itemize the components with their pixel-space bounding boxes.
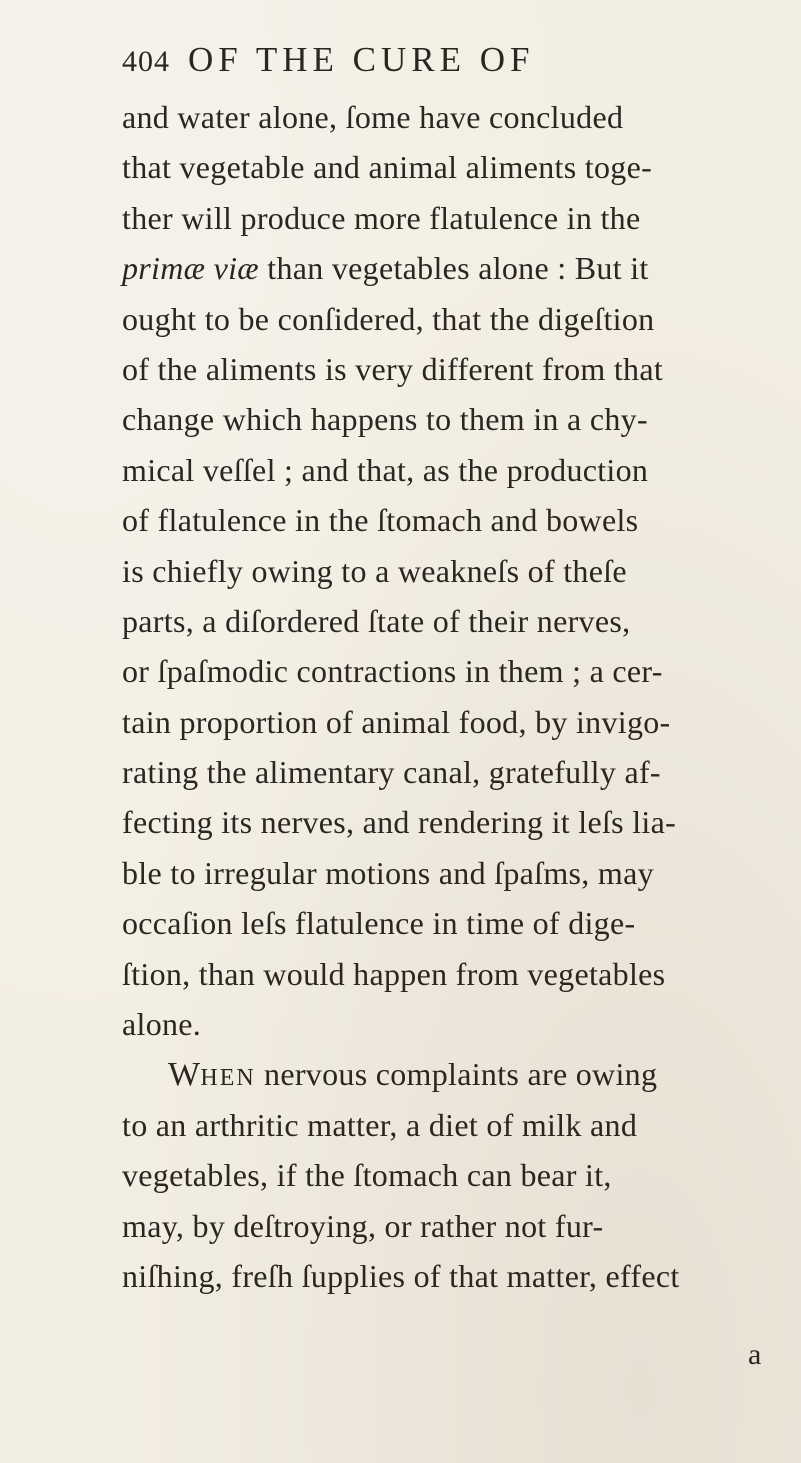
text-line: ſtion, than would happen from vegetables [122, 955, 666, 992]
text-line: vegetables, if the ſtomach can bear it, [122, 1157, 612, 1194]
text-line: rating the alimentary canal, gratefully af- [122, 754, 661, 791]
page-header [122, 40, 534, 90]
text-line: mical veſſel ; and that, as the production [122, 451, 649, 488]
text-line: or ſpaſmodic contractions in them ; a cer- [122, 653, 663, 690]
catchword: a [748, 1338, 762, 1371]
text-line: ought to be conſidered, that the digeſtion [122, 300, 655, 337]
text-line: of the aliments is very different from that [122, 350, 664, 387]
text-line: tain proportion of animal food, by invigo- [122, 703, 671, 740]
italic-phrase: primæ viæ [122, 250, 259, 287]
page-number: 404 [122, 45, 170, 78]
text-line-rest: than vegetables alone : But it [267, 250, 649, 287]
text-line: ther will produce more flatulence in the [122, 199, 641, 236]
text-line: alone. [122, 1006, 202, 1043]
text-line: occaſion leſs flatulence in time of dige- [122, 905, 636, 942]
text-line-rest: nervous complaints are owing [264, 1056, 658, 1093]
text-line: that vegetable and animal aliments toge- [122, 149, 653, 186]
text-line: is chiefly owing to a weakneſs of theſe [122, 552, 627, 589]
text-line: and water alone, ſome have concluded [122, 99, 624, 135]
text-line [122, 243, 801, 293]
text-line: may, by deſtroying, or rather not fur- [122, 1207, 604, 1244]
paragraph-lead-smallcaps: HEN [200, 1065, 256, 1092]
body-text [122, 92, 801, 1301]
text-line: niſhing, freſh ſupplies of that matter, effect [122, 1257, 680, 1294]
running-head: OF THE CURE OF [188, 40, 535, 79]
paragraph-initial: W [168, 1056, 201, 1094]
text-line: ble to irregular motions and ſpaſms, may [122, 854, 654, 891]
text-line: to an arthritic matter, a diet of milk and [122, 1106, 638, 1143]
paragraph-start-line [122, 1049, 801, 1099]
text-line: parts, a diſordered ſtate of their nerves, [122, 602, 631, 639]
text-line: fecting its nerves, and rendering it leſs lia- [122, 804, 677, 841]
text-line: change which happens to them in a chy- [122, 401, 648, 438]
text-line: of flatulence in the ſtomach and bowels [122, 502, 639, 539]
